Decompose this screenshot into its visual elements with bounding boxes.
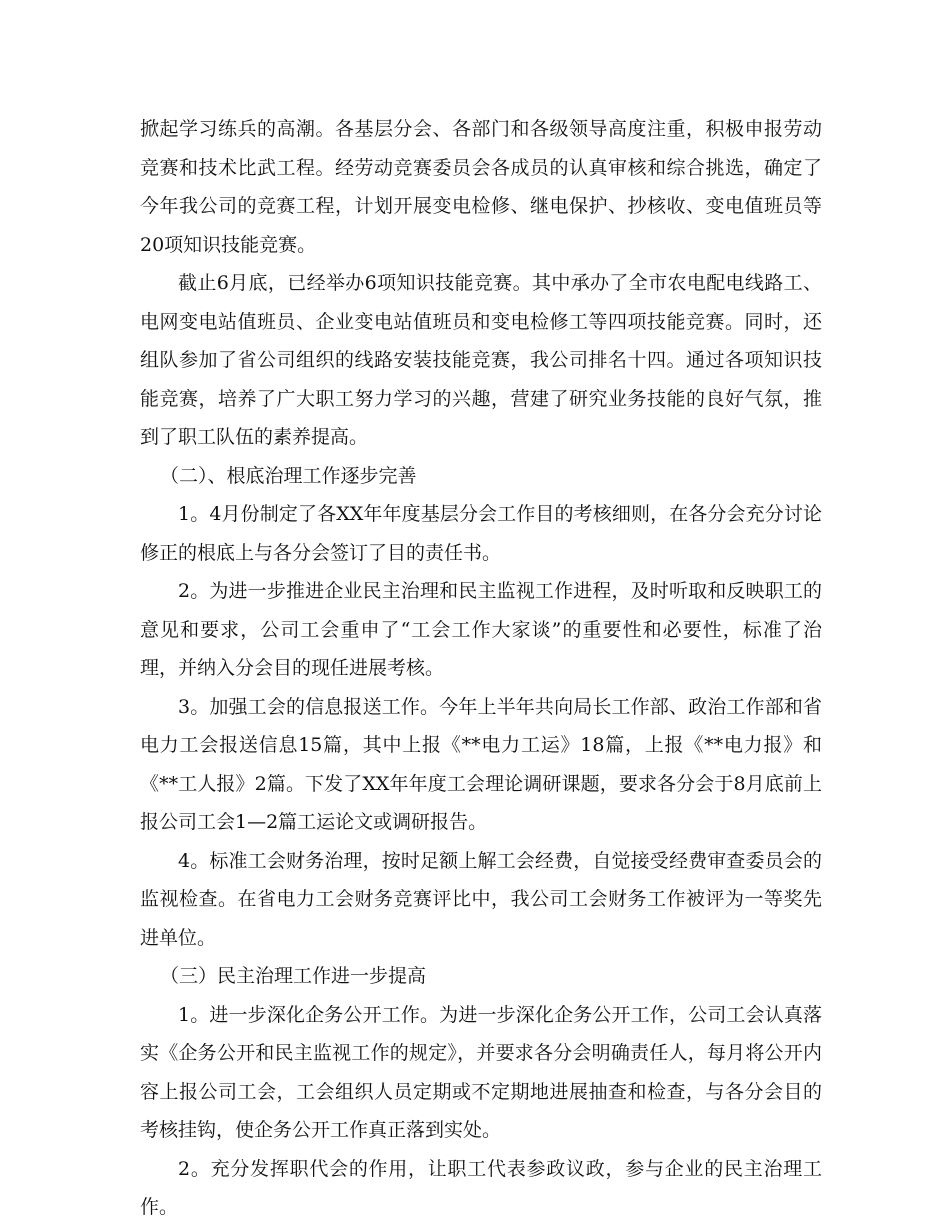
paragraph-item-2: 2。为进一步推进企业民主治理和民主监视工作进程，及时听取和反映职工的意见和要求，公司工会重申了“工会工作大家谈”的重要性和必要性，标准了治理，并纳入分会目的现任进展考核。 [140, 580, 822, 679]
paragraph-continuation: 掀起学习练兵的高潮。各基层分会、各部门和各级领导高度注重，积极申报劳动竞赛和技术比武工程。经劳动竞赛委员会各成员的认真审核和综合挑选，确定了今年我公司的竞赛工程，计划开展变电检修、继电保护、抄核收、变电值班员等20项知识技能竞赛。 [140, 118, 822, 256]
section-heading-3: （三）民主治理工作进一步提高 [160, 965, 427, 987]
paragraph-item-3: 3。加强工会的信息报送工作。今年上半年共向局长工作部、政治工作部和省电力工会报送信息15篇，其中上报《**电力工运》18篇，上报《**电力报》和《**工人报》2篇。下发了XX年年度工会理论调研课题，要求各分会于8月底前上报公司工会1—2篇工运论文或调研报告。 [140, 695, 822, 833]
document-body [140, 110, 822, 1227]
paragraph-item-4: 4。标准工会财务治理，按时足额上解工会经费，自觉接受经费审查委员会的监视检查。在省电力工会财务竞赛评比中，我公司工会财务工作被评为一等奖先进单位。 [140, 849, 822, 949]
paragraph-competition-progress: 截止6月底，已经举办6项知识技能竞赛。其中承办了全市农电配电线路工、电网变电站值班员、企业变电站值班员和变电检修工等四项技能竞赛。同时，还组队参加了省公司组织的线路安装技能竞赛，我公司排名十四。通过各项知识技能竞赛，培养了广大职工努力学习的兴趣，营建了研究业务技能的良好气氛，推到了职工队伍的素养提高。 [140, 272, 822, 448]
section-heading-2: （二）、根底治理工作逐步完善 [160, 464, 417, 487]
paragraph-item-1: 1。4月份制定了各XX年年度基层分会工作目的考核细则，在各分会充分讨论修正的根底上与各分会签订了目的责任书。 [140, 503, 822, 564]
paragraph-democratic-2: 2。充分发挥职代会的作用，让职工代表参政议政，参与企业的民主治理工作。 [140, 1157, 822, 1218]
paragraph-democratic-1: 1。进一步深化企务公开工作。为进一步深化企务公开工作，公司工会认真落实《企务公开和民主监视工作的规定》，并要求各分会明确责任人，每月将公开内容上报公司工会，工会组织人员定期或不定期地进展抽查和检查，与各分会目的考核挂钩，使企务公开工作真正落到实处。 [140, 1003, 822, 1141]
